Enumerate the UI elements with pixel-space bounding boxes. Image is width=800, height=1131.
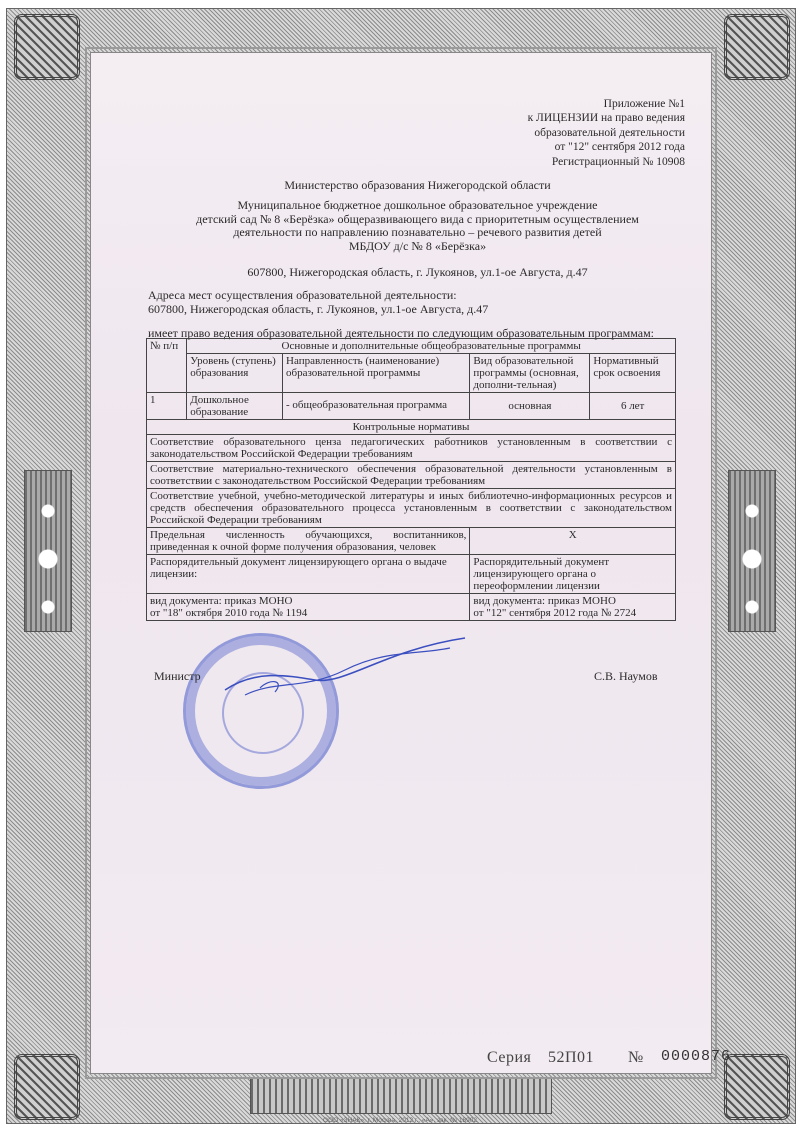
activity-address-label: Адреса мест осуществления образовательной деятельности: [148,288,457,302]
activity-address-block [148,289,688,316]
header-term: Нормативный срок освоения [590,354,676,393]
appendix-license-ref: к ЛИЦЕНЗИИ на право ведения [527,112,685,125]
reissue-doc-label: Распорядительный документ лицензирующего органа о переоформлении лицензии [470,555,676,594]
max-students-label: Предельная численность обучающихся, воспитанников, приведенная к очной форме получения образования, человек [147,528,470,555]
issue-doc-date: от "18" октября 2010 года № 1194 [150,607,308,619]
issue-doc-label: Распорядительный документ лицензирующего органа о выдаче лицензии: [147,555,470,594]
cell-type: основная [470,393,590,420]
control-library-resources: Соответствие учебной, учебно-методической литературы и иных библиотечно-информационных ресурсов и средств обеспечения образовательного процесса установленным в соответствии с законодательством Российской Федерации требованиям [147,489,676,528]
header-num: № п/п [147,339,187,393]
table-row [147,528,676,555]
form-series-code: 52П01 [548,1049,595,1066]
cell-level: Дошкольное образование [187,393,283,420]
rights-statement: имеет право ведения образовательной деятельности по следующим образовательным программам: [148,326,654,340]
table-subheader-row [147,354,676,393]
appendix-number: Приложение №1 [603,98,685,110]
table-row [147,594,676,621]
table-header-row [147,339,676,354]
appendix-registration-number: Регистрационный № 10908 [551,155,685,168]
organization-name [150,199,685,253]
cell-direction: - общеобразовательная программа [283,393,470,420]
appendix-header [480,97,685,169]
appendix-date: от "12" сентября 2012 года [554,141,685,154]
form-number-sign: № [628,1049,644,1066]
appendix-license-subject: образовательной деятельности [534,126,685,139]
control-material-support: Соответствие материально-технического обеспечения образовательной деятельности установленным в соответствии с законодательством Российской Федерации требованиям [147,462,676,489]
issue-doc-details [147,594,470,621]
issue-doc-type: вид документа: приказ МОНО [150,595,293,607]
legal-address: 607800, Нижегородская область, г. Лукоянов, ул.1-ое Августа, д.47 [247,265,588,279]
issuing-authority: Министерство образования Нижегородской области [284,178,551,192]
cell-term: 6 лет [590,393,676,420]
organization-short-name: МБДОУ д/с № 8 «Берёзка» [348,238,487,253]
control-header: Контрольные нормативы [147,420,676,435]
minister-signature [215,630,475,710]
table-row [147,393,676,420]
header-direction: Направленность (наименование) образовательной программы [283,354,470,393]
reissue-doc-type: вид документа: приказ МОНО [473,595,616,607]
control-header-row [147,420,676,435]
cell-num: 1 [147,393,187,420]
form-number: 0000876 [661,1048,732,1065]
form-series-label: Серия [487,1049,532,1066]
header-level: Уровень (ступень) образования [187,354,283,393]
header-type: Вид образовательной программы (основная, дополни-тельная) [470,354,590,393]
reissue-doc-date: от "12" сентября 2012 года № 2724 [473,607,637,619]
organization-line-3: деятельности по направлению познавательно – речевого развития детей [233,225,602,239]
header-programs-group: Основные и дополнительные общеобразовательные программы [187,339,676,354]
table-row [147,489,676,528]
signatory-role: Министр [154,669,201,683]
table-row [147,435,676,462]
printer-imprint: ООО «ЗНАК», г. Москва, 2012 г., «А», зак. № 18902 [323,1117,477,1124]
reissue-doc-details [470,594,676,621]
control-qualification: Соответствие образовательного ценза педагогических работников установленным в соответствии с законодательством Российской Федерации требованиям [147,435,676,462]
organization-line-2: детский сад № 8 «Берёзка» общеразвивающего вида с приоритетным осуществлением [196,211,639,226]
organization-line-1: Муниципальное бюджетное дошкольное образовательное учреждение [237,198,598,212]
activity-address-value: 607800, Нижегородская область, г. Лукоянов, ул.1-ое Августа, д.47 [148,301,489,316]
max-students-value: Х [470,528,676,555]
table-row [147,462,676,489]
programs-table [146,338,676,621]
table-row [147,555,676,594]
signatory-name: С.В. Наумов [594,669,658,683]
